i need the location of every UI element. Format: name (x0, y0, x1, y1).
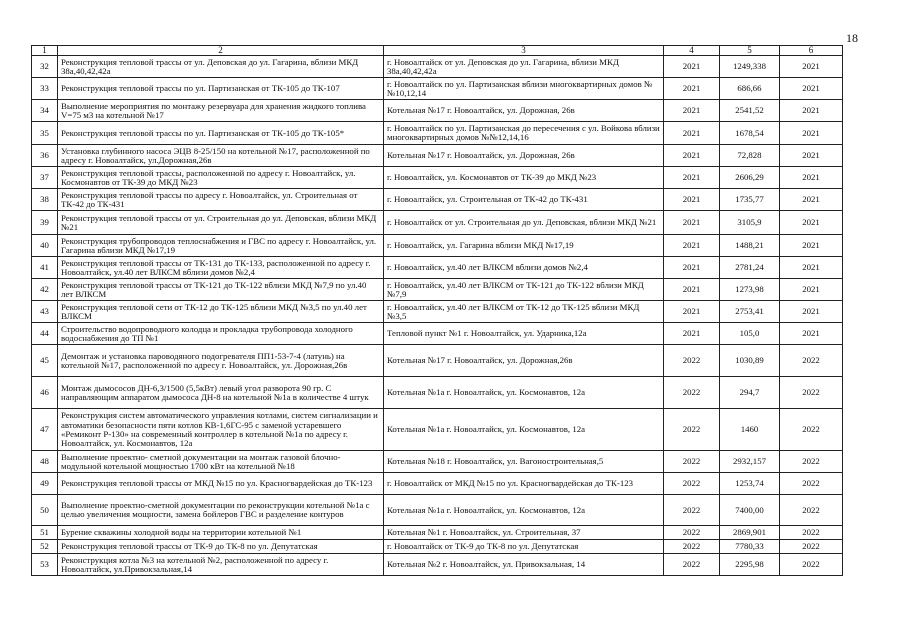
row-number: 53 (32, 554, 58, 576)
row-number: 41 (32, 257, 58, 279)
end-year: 2021 (780, 145, 843, 167)
work-description: Реконструкция тепловой трассы от ул. Строительная до ул. Деповская, вблизи МКД №21 (58, 211, 384, 235)
work-description: Выполнение проектно- сметной документации на монтаж газовой блочно-модульной котельной мощностью 1700 кВт на котельной №18 (58, 451, 384, 473)
cost-value: 3105,9 (720, 211, 780, 235)
work-description: Реконструкция трубопроводов теплоснабжения и ГВС по адресу г. Новоалтайск, ул. Гагарина вблизи МКД №17,19 (58, 235, 384, 257)
work-address: Тепловой пункт №1 г. Новоалтайск, ул. Ударника,12а (384, 323, 664, 345)
row-number: 43 (32, 301, 58, 323)
column-header: 3 (384, 46, 664, 56)
start-year: 2021 (664, 167, 720, 189)
start-year: 2022 (664, 540, 720, 554)
work-address: г. Новоалтайск по ул. Партизанская до пересечения с ул. Войкова вблизи многоквартирных домов №№12,14,16 (384, 122, 664, 145)
column-header: 2 (58, 46, 384, 56)
table-row (32, 377, 843, 409)
work-description: Бурение скважины холодной воды на территории котельной №1 (58, 526, 384, 540)
table-row (32, 345, 843, 377)
row-number: 33 (32, 78, 58, 100)
start-year: 2021 (664, 257, 720, 279)
start-year: 2021 (664, 145, 720, 167)
end-year: 2021 (780, 235, 843, 257)
cost-value: 105,0 (720, 323, 780, 345)
row-number: 32 (32, 56, 58, 78)
work-description: Реконструкция котла №3 на котельной №2, расположенной по адресу г. Новоалтайск, ул.Привокзальная,14 (58, 554, 384, 576)
start-year: 2022 (664, 554, 720, 576)
work-address: г. Новоалтайск, ул. Космонавтов от ТК-39 до МКД №23 (384, 167, 664, 189)
row-number: 51 (32, 526, 58, 540)
row-number: 35 (32, 122, 58, 145)
table-row (32, 257, 843, 279)
end-year: 2021 (780, 167, 843, 189)
row-number: 47 (32, 409, 58, 451)
end-year: 2022 (780, 451, 843, 473)
work-address: Котельная №17 г. Новоалтайск, ул. Дорожная,26в (384, 345, 664, 377)
row-number: 37 (32, 167, 58, 189)
end-year: 2021 (780, 78, 843, 100)
column-header: 6 (780, 46, 843, 56)
row-number: 44 (32, 323, 58, 345)
cost-value: 1678,54 (720, 122, 780, 145)
row-number: 36 (32, 145, 58, 167)
start-year: 2021 (664, 279, 720, 301)
end-year: 2022 (780, 495, 843, 526)
row-number: 34 (32, 100, 58, 122)
row-number: 52 (32, 540, 58, 554)
work-description: Монтаж дымососов ДН-6,3/1500 (5,5кВт) левый угол разворота 90 гр. С направляющим аппаратом дымососа ДН-8 на котельной №1а в количестве 4 штук (58, 377, 384, 409)
start-year: 2022 (664, 495, 720, 526)
table-row (32, 145, 843, 167)
work-address: Котельная №1а г. Новоалтайск, ул. Космонавтов, 12а (384, 377, 664, 409)
work-address: Котельная №1а г. Новоалтайск, ул. Космонавтов, 12а (384, 495, 664, 526)
work-description: Реконструкция систем автоматического управления котлами, систем сигнализации и автоматики безопасности пяти котлов КВ-1,6ГС-95 с заменой устаревшего «Ремиконт Р-130» на современный контроллер в котельной №1а по адресу г. Новоалтайск, ул. Космонавтов, 12а (58, 409, 384, 451)
work-address: г. Новоалтайск по ул. Партизанская вблизи многоквартирных домов №№10,12,14 (384, 78, 664, 100)
table-row (32, 189, 843, 211)
cost-value: 1249,338 (720, 56, 780, 78)
work-description: Демонтаж и установка пароводяного подогревателя ПП1-53-7-4 (латунь) на котельной №17, расположенной по адресу г. Новоалтайск, ул. Дорожная,26в (58, 345, 384, 377)
end-year: 2021 (780, 323, 843, 345)
work-address: Котельная №17 г. Новоалтайск, ул. Дорожная, 26в (384, 100, 664, 122)
cost-value: 2606,29 (720, 167, 780, 189)
end-year: 2021 (780, 189, 843, 211)
work-description: Реконструкция тепловой трассы от ТК-9 до ТК-8 по ул. Депутатская (58, 540, 384, 554)
work-address: г. Новоалтайск от ул. Деповская до ул. Гагарина, вблизи МКД 38а,40,42,42а (384, 56, 664, 78)
work-description: Реконструкция тепловой трассы от МКД №15 по ул. Красногвардейская до ТК-123 (58, 473, 384, 495)
table-row (32, 167, 843, 189)
end-year: 2021 (780, 100, 843, 122)
cost-value: 1253,74 (720, 473, 780, 495)
cost-value: 72,828 (720, 145, 780, 167)
end-year: 2021 (780, 122, 843, 145)
start-year: 2022 (664, 451, 720, 473)
start-year: 2021 (664, 323, 720, 345)
cost-value: 2753,41 (720, 301, 780, 323)
table-row (32, 495, 843, 526)
work-address: г. Новоалтайск от ТК-9 до ТК-8 по ул. Депутатская (384, 540, 664, 554)
work-description: Строительство водопроводного колодца и прокладка трубопровода холодного водоснабжения до ТП №1 (58, 323, 384, 345)
work-description: Реконструкция тепловой трассы от ТК-121 до ТК-122 вблизи МКД №7,9 по ул.40 лет ВЛКСМ (58, 279, 384, 301)
start-year: 2021 (664, 235, 720, 257)
row-number: 49 (32, 473, 58, 495)
end-year: 2021 (780, 211, 843, 235)
end-year: 2021 (780, 279, 843, 301)
investment-table (31, 45, 843, 576)
table-row (32, 78, 843, 100)
start-year: 2021 (664, 211, 720, 235)
table-row (32, 473, 843, 495)
start-year: 2021 (664, 56, 720, 78)
start-year: 2021 (664, 189, 720, 211)
work-address: г. Новоалтайск от ул. Строительная до ул. Деповская, вблизи МКД №21 (384, 211, 664, 235)
table-row (32, 540, 843, 554)
table-row (32, 211, 843, 235)
cost-value: 2541,52 (720, 100, 780, 122)
start-year: 2021 (664, 301, 720, 323)
work-description: Установка глубинного насоса ЭЦВ 8-25/150 на котельной №17, расположенной по адресу г. Новоалтайск, ул.Дорожная,26в (58, 145, 384, 167)
table-row (32, 100, 843, 122)
table-row (32, 279, 843, 301)
work-description: Реконструкция тепловой сети от ТК-12 до ТК-125 вблизи МКД №3,5 по ул.40 лет ВЛКСМ (58, 301, 384, 323)
table-row (32, 554, 843, 576)
row-number: 50 (32, 495, 58, 526)
work-description: Реконструкция тепловой трассы от ТК-131 до ТК-133, расположенной по адресу г. Новоалтайск, ул.40 лет ВЛКСМ вблизи домов №2,4 (58, 257, 384, 279)
row-number: 45 (32, 345, 58, 377)
work-description: Реконструкция тепловой трассы, расположенной по адресу г. Новоалтайск, ул. Космонавтов от ТК-39 до МКД №23 (58, 167, 384, 189)
work-address: г. Новоалтайск от МКД №15 по ул. Красногвардейская до ТК-123 (384, 473, 664, 495)
row-number: 46 (32, 377, 58, 409)
work-description: Выполнение проектно-сметной документации по реконструкции котельной №1а с целью увеличения мощности, замена бойлеров ГВС и разделение контуров (58, 495, 384, 526)
end-year: 2022 (780, 345, 843, 377)
start-year: 2021 (664, 122, 720, 145)
cost-value: 7780,33 (720, 540, 780, 554)
table-row (32, 122, 843, 145)
cost-value: 294,7 (720, 377, 780, 409)
page-number: 18 (846, 31, 858, 45)
end-year: 2021 (780, 257, 843, 279)
row-number: 39 (32, 211, 58, 235)
end-year: 2021 (780, 301, 843, 323)
column-header: 4 (664, 46, 720, 56)
cost-value: 2781,24 (720, 257, 780, 279)
start-year: 2022 (664, 473, 720, 495)
cost-value: 1460 (720, 409, 780, 451)
work-address: г. Новоалтайск, ул.40 лет ВЛКСМ от ТК-121 до ТК-122 вблизи МКД №7,9 (384, 279, 664, 301)
column-header: 5 (720, 46, 780, 56)
table-row (32, 451, 843, 473)
work-description: Реконструкция тепловой трассы по ул. Партизанская от ТК-105 до ТК-107 (58, 78, 384, 100)
table-row (32, 323, 843, 345)
end-year: 2022 (780, 540, 843, 554)
end-year: 2022 (780, 526, 843, 540)
cost-value: 1273,98 (720, 279, 780, 301)
table-row (32, 526, 843, 540)
work-address: Котельная №1 г. Новоалтайск, ул. Строительная, 37 (384, 526, 664, 540)
end-year: 2022 (780, 473, 843, 495)
work-address: г. Новоалтайск, ул. Гагарина вблизи МКД №17,19 (384, 235, 664, 257)
cost-value: 2295,98 (720, 554, 780, 576)
table-row (32, 56, 843, 78)
work-address: г. Новоалтайск, ул.40 лет ВЛКСМ вблизи домов №2,4 (384, 257, 664, 279)
work-description: Реконструкция тепловой трассы от ул. Деповская до ул. Гагарина, вблизи МКД 38а,40,42,42а (58, 56, 384, 78)
table-row (32, 235, 843, 257)
row-number: 38 (32, 189, 58, 211)
end-year: 2021 (780, 56, 843, 78)
column-header: 1 (32, 46, 58, 56)
cost-value: 2869,901 (720, 526, 780, 540)
table-row (32, 409, 843, 451)
start-year: 2021 (664, 100, 720, 122)
end-year: 2022 (780, 554, 843, 576)
work-address: Котельная №2 г. Новоалтайск, ул. Привокзальная, 14 (384, 554, 664, 576)
cost-value: 1488,21 (720, 235, 780, 257)
table-row (32, 301, 843, 323)
work-description: Реконструкция тепловой трассы по адресу г. Новоалтайск, ул. Строительная от ТК-42 до ТК-431 (58, 189, 384, 211)
work-address: Котельная №17 г. Новоалтайск, ул. Дорожная, 26в (384, 145, 664, 167)
end-year: 2022 (780, 377, 843, 409)
column-number-row (32, 46, 843, 56)
start-year: 2022 (664, 377, 720, 409)
work-description: Выполнение мероприятия по монтажу резервуара для хранения жидкого топлива V=75 м3 на котельной №17 (58, 100, 384, 122)
cost-value: 7400,00 (720, 495, 780, 526)
start-year: 2022 (664, 345, 720, 377)
work-description: Реконструкция тепловой трассы по ул. Партизанская от ТК-105 до ТК-105* (58, 122, 384, 145)
work-address: г. Новоалтайск, ул. Строительная от ТК-42 до ТК-431 (384, 189, 664, 211)
row-number: 48 (32, 451, 58, 473)
start-year: 2022 (664, 526, 720, 540)
cost-value: 1735,77 (720, 189, 780, 211)
cost-value: 686,66 (720, 78, 780, 100)
work-address: Котельная №18 г. Новоалтайск, ул. Вагоностроительная,5 (384, 451, 664, 473)
cost-value: 1030,89 (720, 345, 780, 377)
start-year: 2022 (664, 409, 720, 451)
work-address: г. Новоалтайск, ул.40 лет ВЛКСМ от ТК-12 до ТК-125 вблизи МКД №3,5 (384, 301, 664, 323)
row-number: 42 (32, 279, 58, 301)
work-address: Котельная №1а г. Новоалтайск, ул. Космонавтов, 12а (384, 409, 664, 451)
cost-value: 2932,157 (720, 451, 780, 473)
start-year: 2021 (664, 78, 720, 100)
end-year: 2022 (780, 409, 843, 451)
row-number: 40 (32, 235, 58, 257)
